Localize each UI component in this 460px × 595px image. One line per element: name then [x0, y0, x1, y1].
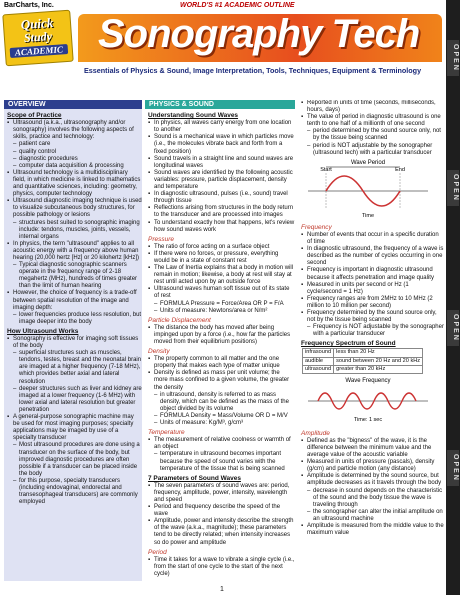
list-item: – FORMULA Pressure = Force/Area OR P = F/A	[148, 301, 295, 308]
start-label: Start	[320, 166, 332, 173]
temperature-heading: Temperature	[148, 429, 185, 437]
tab-open: OPEN	[447, 170, 459, 206]
table-row: ultrasound greater than 20 kHz	[303, 365, 423, 373]
page-title: Sonography Tech	[98, 12, 420, 56]
list-item: – the sonographer can alter the initial amplitude on an ultrasound machine	[301, 509, 444, 523]
scope-heading: Scope of Practice	[7, 112, 62, 120]
tab-open: OPEN	[447, 450, 459, 486]
list-item: ▪ Ultrasound (a.k.a., ultrasonography and/or sonography) involves the following aspects of skills, practice and technology:	[7, 120, 142, 141]
list-item: – superficial structures such as muscles, tendons, testes, breast and the neonatal brain are imaged at a higher frequency (7-18 MHz), which provides better axial and lateral resolution	[7, 350, 142, 385]
list-item: – temperature in ultrasound becomes important because the speed of sound varies with the temperature of the tissue that is being scanned	[148, 451, 295, 472]
list-item: – Units of measure: Kg/M³, g/cm³	[148, 420, 295, 427]
list-item: – for this purpose, specialty transducers (including endovaginal, endorectal and transesophageal transducers) are commonly employed	[7, 478, 142, 506]
list-item: ▪ In physics, all waves carry energy from one location to another	[148, 120, 295, 134]
list-item: – decrease in sound depends on the characteristic of the sound and the body tissue the wave is traveling through	[301, 488, 444, 509]
list-item: ▪ Sound is a mechanical wave in which particles move (i.e., the molecules vibrate back and forth from a fixed position)	[148, 134, 295, 155]
how-list	[4, 336, 142, 506]
list-item: ▪ Ultrasound technology is a multidisciplinary field, in which medicine is linked to mathematics and quantitative sciences, including: geometry, physics, computer technology	[7, 170, 142, 198]
particle-displacement-heading: Particle Displacement	[148, 316, 211, 324]
tab-open: OPEN	[447, 40, 459, 76]
list-item: ▪ Defined as the "bigness" of the wave, it is the difference between the minimum value and the average value of the acoustic variable	[301, 438, 444, 459]
amplitude-list	[298, 438, 444, 537]
list-item: ▪ If there were no forces, or pressure, everything would be in a state of constant rest	[148, 251, 295, 265]
list-item: ▪ Measured in units of pressure (pascals), density (g/cm) and particle motion (any distance)	[301, 459, 444, 473]
how-heading: How Ultrasound Works	[7, 327, 79, 335]
list-item: ▪ The property common to all matter and the one property that makes each type of matter unique	[148, 356, 295, 370]
list-item: ▪ In physics, the term "ultrasound" applies to all acoustic energy with a frequency above human hearing (20,000 hertz [Hz] or 20 kilohertz [kHz])	[7, 241, 142, 262]
time-label: Time	[361, 212, 375, 219]
temperature-list	[145, 437, 295, 472]
list-item: ▪ Sound travels in a straight line and sound waves are longitudinal waves	[148, 156, 295, 170]
list-item: – FORMULA Density = Mass/Volume OR D = M/V	[148, 413, 295, 420]
list-item: ▪ Amplitude is determined by the sound source, but amplitude decreases as it travels through the body	[301, 473, 444, 487]
list-item: ▪ To understand exactly how that happens, let's review how sound waves work	[148, 220, 295, 234]
overview-column	[4, 100, 142, 581]
right-column	[298, 100, 444, 581]
list-item: – period determined by the sound source only, not by the tissue being scanned	[301, 128, 444, 142]
list-item: – quality control	[7, 149, 142, 156]
list-item: – structures best suited to sonographic imaging include: tendons, muscles, joints, vessels, internal organs	[7, 220, 142, 241]
density-heading: Density	[148, 348, 170, 356]
brand: BarCharts, Inc.	[4, 2, 54, 9]
list-item: – Typical diagnostic sonographic scanners operate in the frequency range of 2-18 megahertz (MHz), hundreds of times greater than the limit of human hearing	[7, 262, 142, 290]
one-second-label: Time: 1 sec	[353, 416, 383, 423]
list-item: – in ultrasound, density is referred to as mass density, which can be defined as the mass of the object divided by its volume	[148, 392, 295, 413]
list-item: – lower frequencies produce less resolution, but image deeper into the body	[7, 312, 142, 326]
list-item: ▪ Frequency ranges are from 2MHz to 10 MHz (2 million to 10 million per second)	[301, 296, 444, 310]
amplitude-heading: Amplitude	[301, 429, 330, 437]
wave-frequency-label: Wave Frequency	[345, 377, 391, 384]
list-item: – Most ultrasound procedures are done using a transducer on the surface of the body, but improved diagnostic procedures are often possible if a transducer can be placed inside the body	[7, 442, 142, 477]
table-row: audible sound between 20 Hz and 20 kHz	[303, 357, 423, 365]
list-item: ▪ A general-purpose sonographic machine may be used for most imaging purposes; specialty applications may be imaged by use of a specialty transducer	[7, 414, 142, 442]
list-item: ▪ The value of period in diagnostic ultrasound is one tenth to one half of a millionth of one second	[301, 114, 444, 128]
list-item: ▪ Sound waves are identified by the following acoustic variables: pressure, particle displacement, density and temperature	[148, 170, 295, 191]
physics-column	[145, 100, 295, 581]
wave-period-diagram	[298, 157, 438, 219]
list-item: ▪ Period and frequency describe the speed of the wave	[148, 504, 295, 518]
list-item: ▪ Amplitude is measured from the middle value to the maximum value	[301, 523, 444, 537]
density-list	[145, 356, 295, 427]
wave-period-label: Wave Period	[350, 159, 386, 166]
list-item: ▪ Ultrasound waves human soft tissue out of its state of rest	[148, 286, 295, 300]
list-item: ▪ The Law of Inertia explains that a body in motion will remain in motion; likewise, a body at rest will stay at rest until acted upon by an outside force	[148, 265, 295, 286]
sound-waves-heading: Understanding Sound Waves	[148, 112, 239, 120]
list-item: – Units of measure: Newtons/area or N/m²	[148, 308, 295, 315]
list-item: – deeper structures such as liver and kidney are imaged at a lower frequency (1-6 MHz) with lower axial and lateral resolution but greater penetration	[7, 386, 142, 414]
list-item: ▪ In diagnostic ultrasound, pulses (i.e., sound) travel through tissue	[148, 191, 295, 205]
frequency-list	[298, 232, 444, 338]
list-item: ▪ In diagnostic ultrasound, the frequency of a wave is described as the number of cycles occurring in one second	[301, 246, 444, 267]
list-item: ▪ Reported in units of time (seconds, milliseconds, hours, days)	[301, 100, 444, 114]
worlds-tagline: WORLD'S #1 ACADEMIC OUTLINE	[180, 2, 295, 9]
parameters-heading: 7 Parameters of Sound Waves	[148, 474, 241, 482]
list-item: ▪ The seven parameters of sound waves are: period, frequency, amplitude, power, intensity, wavelength and speed	[148, 483, 295, 504]
pressure-heading: Pressure	[148, 235, 175, 243]
period-heading: Period	[148, 548, 167, 556]
scope-list	[4, 120, 142, 326]
list-item: – Frequency is NOT adjustable by the sonographer with a particular transducer	[301, 324, 444, 338]
page-number: 1	[220, 586, 224, 593]
list-item: ▪ Number of events that occur in a specific duration of time	[301, 232, 444, 246]
list-item: ▪ Amplitude, power and intensity describe the strength of the wave (a.k.a., magnitude); these parameters tend to be directly related; when intensity increases so do power and amplitude	[148, 518, 295, 546]
overview-heading: OVERVIEW	[4, 100, 142, 109]
side-tabs	[446, 0, 460, 595]
list-item: ▪ Reflections arising from structures in the body return to the transducer and are processed into images	[148, 205, 295, 219]
spectrum-table	[302, 348, 423, 373]
header	[0, 0, 460, 92]
list-item: ▪ The measurement of relative coolness or warmth of an object	[148, 437, 295, 451]
list-item: – diagnostic procedures	[7, 156, 142, 163]
list-item: ▪ Measured in units per second or Hz (1 cycle/second = 1 Hz)	[301, 282, 444, 296]
list-item: – computer data acquisition & processing	[7, 163, 142, 170]
wave-frequency-diagram	[298, 375, 438, 425]
list-item: ▪ Ultrasound diagnostic imaging technique is used to visualize subcutaneous body structures, for possible pathology or lesions	[7, 198, 142, 219]
period-list	[145, 557, 295, 578]
sound-waves-list	[145, 120, 295, 234]
list-item: ▪ Sonography is effective for imaging soft tissues of the body	[7, 336, 142, 350]
list-item: ▪ Frequency is important in diagnostic ultrasound because it affects penetration and image quality	[301, 267, 444, 281]
tab-open: OPEN	[447, 310, 459, 346]
list-item: – period is NOT adjustable by the sonographer (ultrasound tech) with a particular transducer	[301, 143, 444, 157]
list-item: ▪ Frequency determined by the sound source only, not by the tissue being scanned	[301, 310, 444, 324]
page-subtitle: Essentials of Physics & Sound, Image Interpretation, Tools, Techniques, Equipment & Terminology	[84, 66, 422, 75]
spectrum-heading: Frequency Spectrum of Sound	[301, 340, 396, 348]
quickstudy-logo: Quick Study ACADEMIC	[2, 10, 73, 67]
pd-list	[145, 325, 295, 346]
physics-heading: PHYSICS & SOUND	[145, 100, 295, 109]
list-item: – patient care	[7, 141, 142, 148]
list-item: ▪ Time it takes for a wave to vibrate a single cycle (i.e., from the start of one cycle to the start of the next cycle)	[148, 557, 295, 578]
parameters-list	[145, 483, 295, 547]
pressure-list	[145, 244, 295, 315]
list-item: ▪ The distance the body has moved after being impinged upon by a force (i.e., how far the particles moved from their equilibrium positions)	[148, 325, 295, 346]
list-item: ▪ Density is defined as mass per unit volume; the more mass confined to a given volume, the greater the density	[148, 370, 295, 391]
frequency-heading: Frequency	[301, 223, 332, 231]
period-cont-list	[298, 100, 444, 157]
list-item: ▪ The ratio of force acting on a surface object	[148, 244, 295, 251]
list-item: ▪ However, the choice of frequency is a trade-off between spatial resolution of the image and imaging depth:	[7, 290, 142, 311]
table-row: infrasound less than 20 Hz	[303, 349, 423, 357]
end-label: End	[395, 166, 405, 173]
